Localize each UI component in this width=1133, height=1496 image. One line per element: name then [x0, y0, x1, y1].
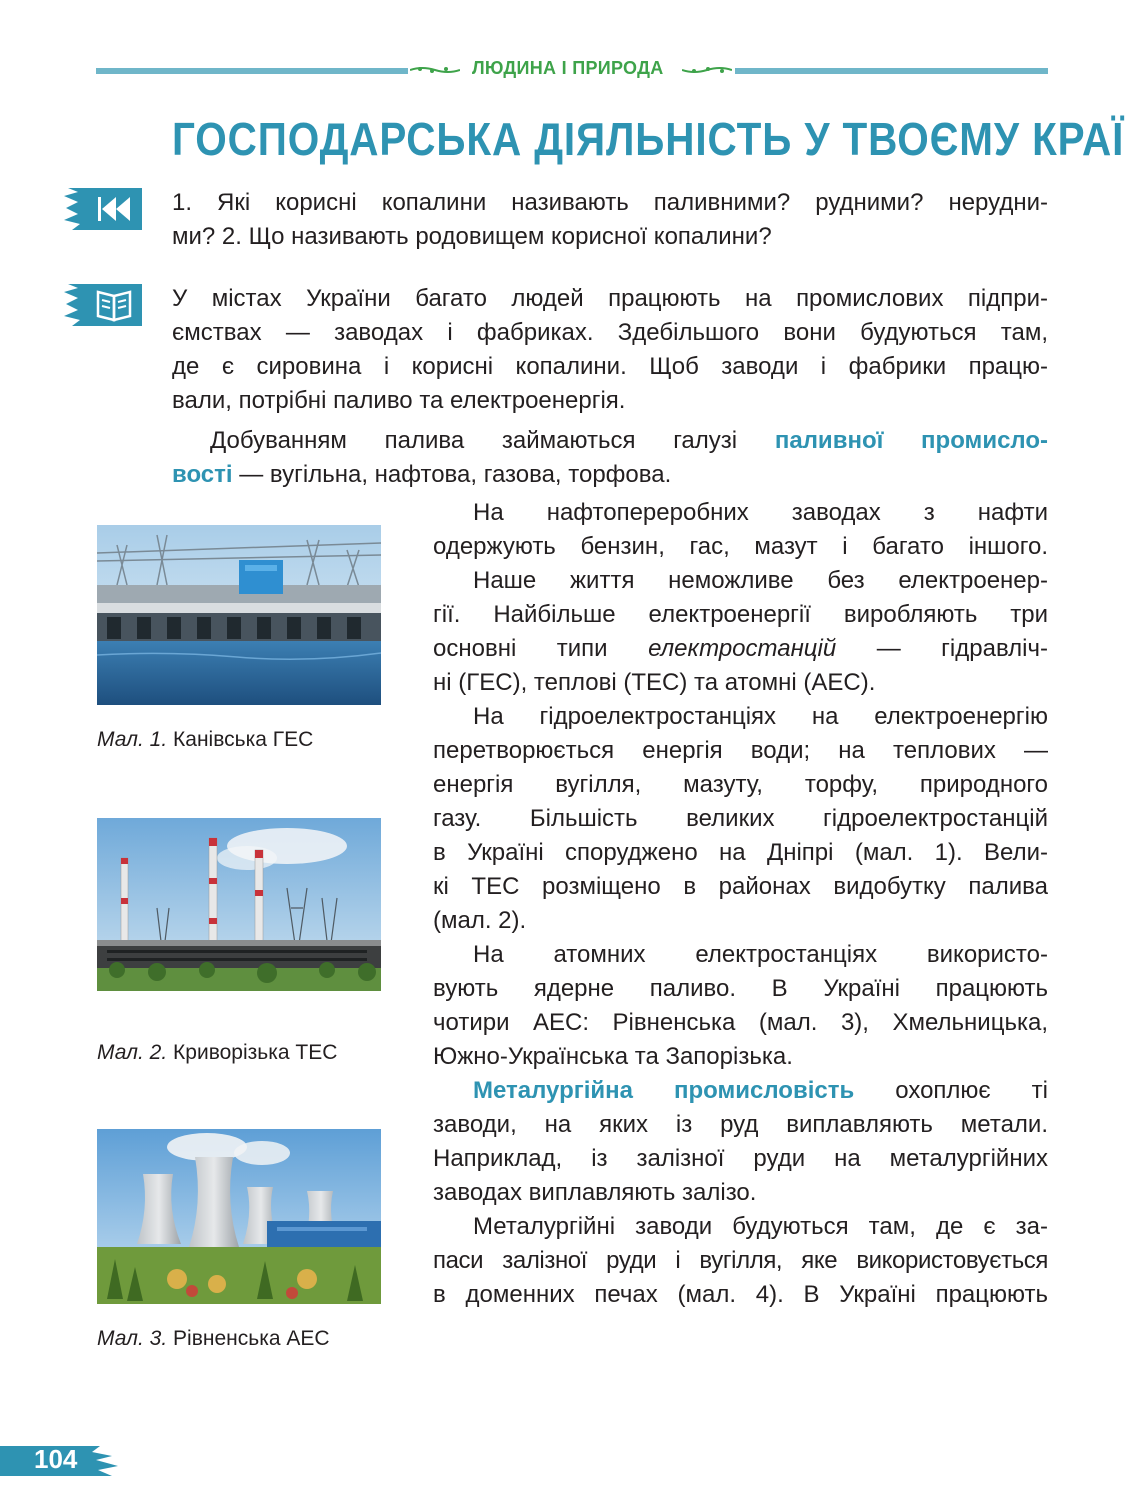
- body-p2-line-2: гії. Найбільше електроенергії виробляють три: [433, 601, 1048, 628]
- body-p6-line-1: Металургійні заводи будуються там, де є за-: [473, 1213, 1048, 1240]
- body-p5-line-3: Наприклад, із залізної руди на металургійних: [433, 1145, 1048, 1172]
- review-questions-line-2: ми? 2. Що називають родовищем корисної копалини?: [172, 223, 772, 250]
- figure-2-label: Мал. 2.: [97, 1041, 168, 1064]
- body-p2-line-3-post: — гідравліч-: [876, 635, 1048, 662]
- intro-paragraph: [172, 282, 1048, 418]
- body-p3-line-1: На гідроелектростанціях на електроенергію: [473, 703, 1048, 730]
- body-p6-line-2: паси залізної руди і вугілля, яке використовується: [433, 1247, 1048, 1274]
- page-title: ГОСПОДАРСЬКА ДІЯЛЬНІСТЬ У ТВОЄМУ КРАЇ: [172, 113, 1125, 165]
- body-p5-line-2: заводи, на яких із руд виплавляють метали.: [433, 1111, 1048, 1138]
- leaf-ornament-right-icon: [682, 66, 732, 74]
- fuel-line-1-text: Добуванням палива займаються галузі: [210, 427, 738, 454]
- intro-line-1: У містах України багато людей працюють на промислових підпри-: [172, 285, 1048, 312]
- body-p1-line-1: На нафтопереробних заводах з нафти: [473, 499, 1048, 526]
- body-p4-line-2: вують ядерне паливо. В Україні працюють: [433, 975, 1048, 1002]
- figure-3-label: Мал. 3.: [97, 1327, 168, 1350]
- rewind-icon: [62, 186, 144, 232]
- header-rule-left: [96, 68, 408, 74]
- body-p3-line-6: кі ТЕС розміщено в районах видобутку палива: [433, 873, 1048, 900]
- fuel-line-2-text: — вугільна, нафтова, газова, торфова.: [239, 461, 672, 488]
- kryvyi-rih-thermal-station-photo: [97, 818, 381, 991]
- body-p4-line-3: чотири АЕС: Рівненська (мал. 3), Хмельницька,: [433, 1009, 1048, 1036]
- intro-line-3: де є сировина і корисні копалини. Щоб заводи і фабрики працю-: [172, 353, 1048, 380]
- body-p4-line-4: Южно-Українська та Запорізька.: [433, 1043, 793, 1070]
- body-p3-line-2: перетворюється енергія води; на теплових —: [433, 737, 1048, 764]
- body-p2-line-3: [433, 632, 1048, 666]
- body-p2-line-4: ні (ГЕС), теплові (ТЕС) та атомні (АЕС).: [433, 669, 876, 696]
- body-p1-line-2: одержують бензин, гас, мазут і багато іншого.: [433, 533, 1048, 560]
- leaf-ornament-left-icon: [410, 66, 460, 74]
- figure-2-text: Криворізька ТЕС: [173, 1041, 338, 1064]
- review-questions-line-1: 1. Які корисні копалини називають паливними? рудними? нерудни-: [172, 189, 1048, 216]
- body-p5-line-1: [433, 1074, 1048, 1108]
- review-questions: [172, 186, 1048, 254]
- body-p6-line-3: в доменних печах (мал. 4). В Україні працюють: [433, 1281, 1048, 1308]
- metallurgy-term: Металургійна промисловість: [473, 1077, 855, 1104]
- section-title: ЛЮДИНА І ПРИРОДА: [472, 58, 664, 78]
- body-p2-line-1: Наше життя неможливе без електроенер-: [473, 567, 1048, 594]
- body-p5-line-1-post: охоплює ті: [895, 1077, 1048, 1104]
- open-book-icon: [62, 282, 144, 328]
- figure-1-caption: [97, 728, 313, 752]
- body-p2-line-3-pre: основні типи: [433, 635, 608, 662]
- figure-3-text: Рівненська АЕС: [173, 1327, 330, 1350]
- body-p3-line-7: (мал. 2).: [433, 907, 527, 934]
- kaniv-hydro-station-photo: [97, 525, 381, 705]
- figure-1-label: Мал. 1.: [97, 728, 168, 751]
- header-rule-right: [735, 68, 1048, 74]
- page-number: 104: [34, 1444, 78, 1474]
- figure-1-text: Канівська ГЕС: [173, 728, 314, 751]
- fuel-industry-term: паливної промисло-: [774, 427, 1048, 454]
- power-stations-term: електростанцій: [648, 635, 837, 662]
- body-p3-line-5: в Україні споруджено на Дніпрі (мал. 1). Вели-: [433, 839, 1048, 866]
- body-p5-line-4: заводах виплавляють залізо.: [433, 1179, 757, 1206]
- intro-line-2: ємствах — заводах і фабриках. Здебільшого вони будуються там,: [172, 319, 1048, 346]
- body-p3-line-4: газу. Більшість великих гідроелектростанцій: [433, 805, 1048, 832]
- intro-line-4: вали, потрібні паливо та електроенергія.: [172, 387, 626, 414]
- fuel-line-1: [172, 424, 1048, 458]
- body-p3-line-3: енергія вугілля, мазуту, торфу, природного: [433, 771, 1048, 798]
- figure-2-caption: [97, 1041, 337, 1065]
- rivne-nuclear-station-photo: [97, 1129, 381, 1304]
- fuel-line-2: [172, 458, 1048, 492]
- fuel-industry-paragraph: [172, 424, 1048, 492]
- fuel-industry-term-end: вості: [172, 461, 233, 488]
- body-column: [433, 496, 1048, 1312]
- body-p4-line-1: На атомних електростанціях використо-: [473, 941, 1048, 968]
- figure-3-caption: [97, 1327, 330, 1351]
